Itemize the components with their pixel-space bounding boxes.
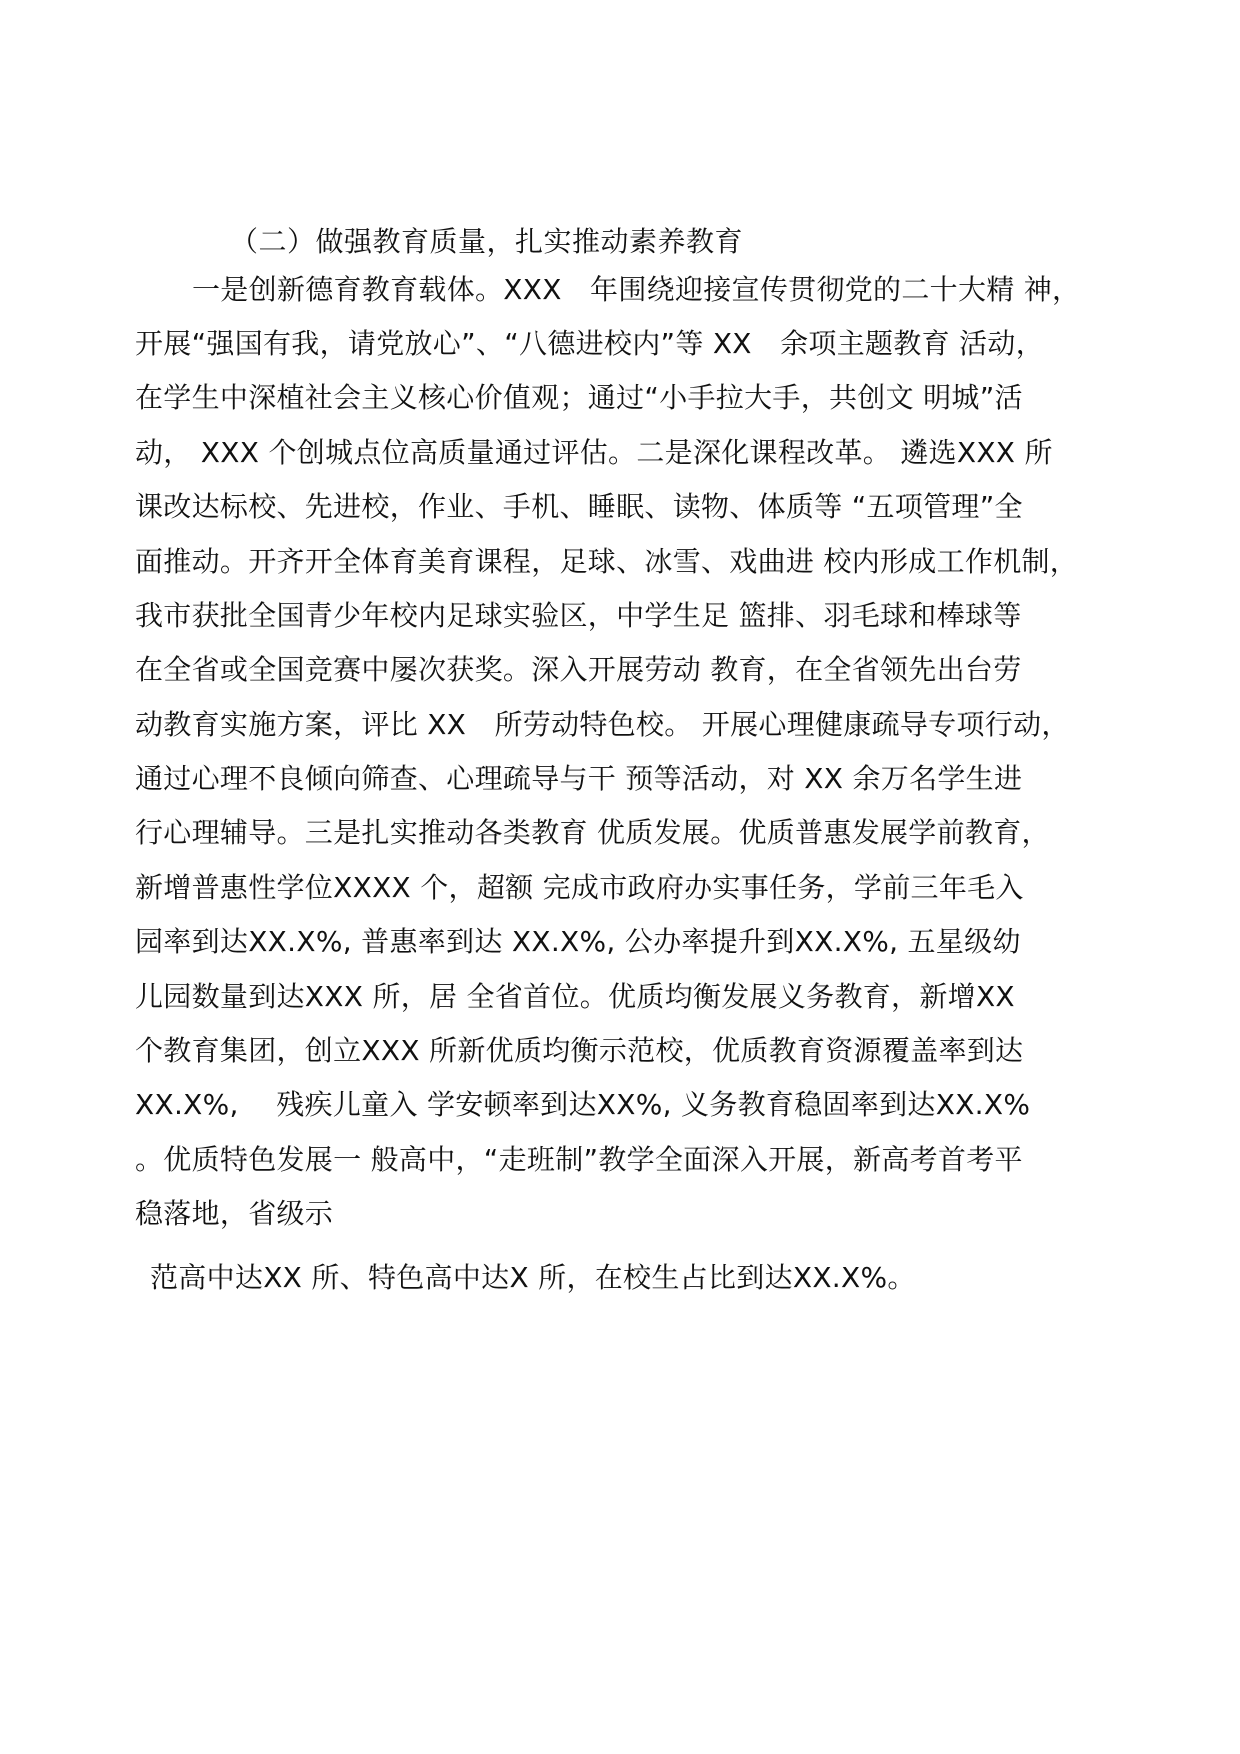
paragraph-line-12: 新增普惠性学位XXXX 个，超额 完成市政府办实事任务，学前三年毛入 [135, 871, 1024, 904]
paragraph-line-4: 动， XXX 个创城点位高质量通过评估。二是深化课程改革。 遴选XXX 所 [135, 436, 1053, 469]
paragraph-line-8: 在全省或全国竞赛中屡次获奖。深入开展劳动 教育，在全省领先出台劳 [135, 653, 1022, 686]
paragraph-line-15: 个教育集团，创立XXX 所新优质均衡示范校，优质教育资源覆盖率到达 [135, 1034, 1024, 1067]
paragraph-line-10: 通过心理不良倾向筛查、心理疏导与干 预等活动，对 XX 余万名学生进 [135, 762, 1023, 795]
paragraph-line-2: 开展“强国有我，请党放心”、“八德进校内”等 XX 余项主题教育 活动， [135, 327, 1044, 360]
paragraph-line-13: 园率到达XX.X%, 普惠率到达 XX.X%, 公办率提升到XX.X%, 五星级幼 [135, 925, 1021, 958]
section-heading: （二）做强教育质量，扎实推动素养教育 [230, 225, 744, 258]
paragraph-line-7: 我市获批全国青少年校内足球实验区，中学生足 篮排、羽毛球和棒球等 [135, 599, 1022, 632]
paragraph-line-11: 行心理辅导。三是扎实推动各类教育 优质发展。优质普惠发展学前教育， [135, 816, 1050, 849]
paragraph-line-17: 。优质特色发展一 般高中，“走班制”教学全面深入开展，新高考首考平 [135, 1143, 1023, 1176]
paragraph-line-3: 在学生中深植社会主义核心价值观；通过“小手拉大手，共创文 明城”活 [135, 381, 1023, 414]
paragraph-line-19: 范高中达XX 所、特色高中达X 所，在校生占比到达XX.X%。 [150, 1261, 916, 1294]
paragraph-line-18: 稳落地，省级示 [135, 1197, 334, 1230]
paragraph-line-6: 面推动。开齐开全体育美育课程，足球、冰雪、戏曲进 校内形成工作机制， [135, 545, 1079, 578]
paragraph-line-14: 儿园数量到达XXX 所，居 全省首位。优质均衡发展义务教育，新增XX [135, 980, 1015, 1013]
paragraph-line-16: XX.X%, 残疾儿童入 学安顿率到达XX%, 义务教育稳固率到达XX.X% [135, 1088, 1031, 1121]
paragraph-line-9: 动教育实施方案，评比 XX 所劳动特色校。 开展心理健康疏导专项行动， [135, 708, 1070, 741]
paragraph-line-5: 课改达标校、先进校，作业、手机、睡眠、读物、体质等 “五项管理”全 [135, 490, 1023, 523]
paragraph-line-1: 一是创新德育教育载体。XXX 年围绕迎接宣传贯彻党的二十大精 神， [192, 273, 1081, 306]
